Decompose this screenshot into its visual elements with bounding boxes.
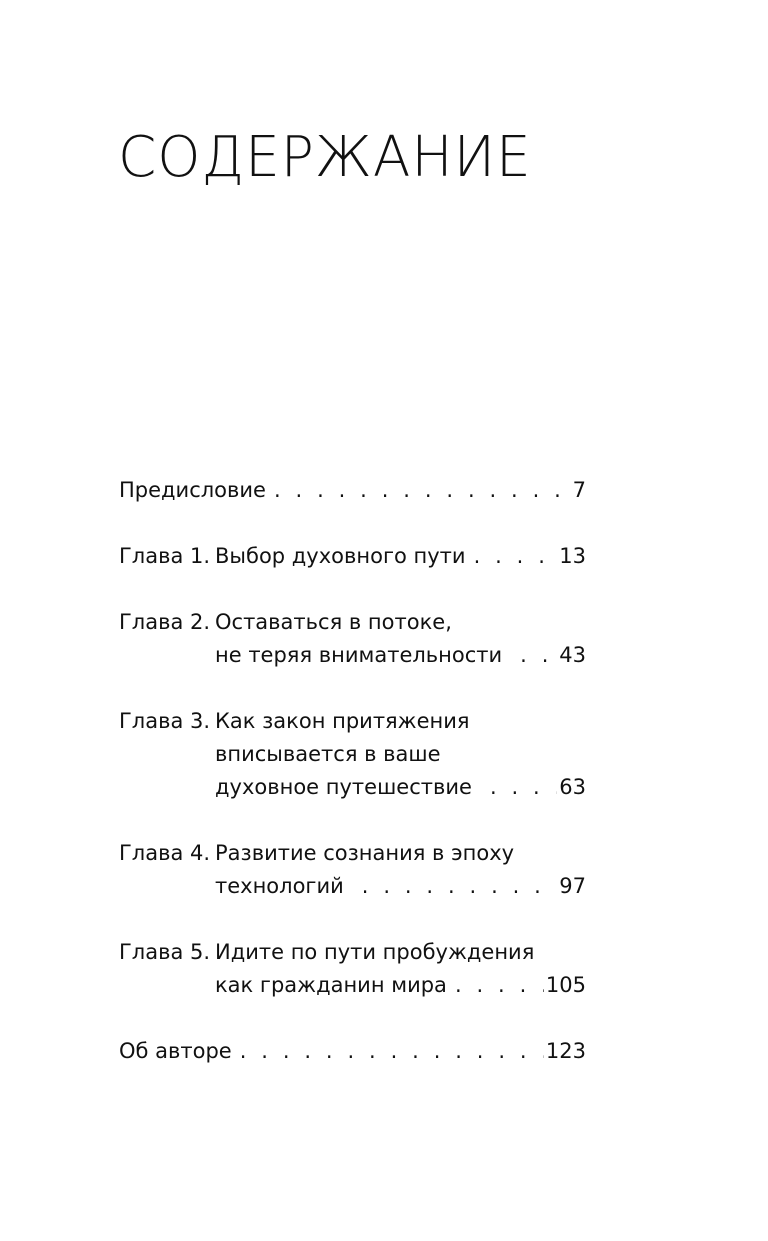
toc-page-number: 97 — [559, 874, 586, 898]
dot-leader — [362, 870, 558, 903]
toc-entry-title: Выбор духовного пути — [215, 544, 466, 568]
toc-entry-chapter-1[interactable] — [119, 540, 586, 573]
toc-entry-title-continued: вписывается в ваше — [215, 742, 441, 766]
toc-line — [119, 771, 586, 804]
toc-entry-title: Об авторе — [119, 1039, 232, 1063]
toc-entry-chapter-4[interactable] — [119, 837, 586, 903]
toc-entry-title-continued: духовное путешествие — [215, 775, 472, 799]
toc-line — [119, 738, 586, 771]
toc-line — [119, 705, 586, 738]
toc-line — [119, 540, 586, 573]
dot-leader — [240, 1035, 544, 1068]
toc-entry-title-continued: как гражданин мира — [215, 973, 447, 997]
toc-entry-title-continued: не теряя внимательности — [215, 643, 503, 667]
toc-line — [119, 969, 586, 1002]
toc-entry-title-continued: технологий — [215, 874, 344, 898]
toc-line — [119, 870, 586, 903]
toc-line — [119, 837, 586, 870]
toc-line — [119, 474, 586, 507]
toc-page-number: 43 — [559, 643, 586, 667]
toc-line — [119, 639, 586, 672]
toc-entry-chapter-2[interactable] — [119, 606, 586, 672]
toc-chapter-label: Глава 4. — [119, 841, 211, 865]
toc-entry-title: Предисловие — [119, 478, 266, 502]
toc-entry-about-author[interactable] — [119, 1035, 586, 1068]
toc-line — [119, 606, 586, 639]
toc-entry-chapter-5[interactable] — [119, 936, 586, 1002]
toc-entry-title: Оставаться в потоке, — [215, 610, 452, 634]
toc-line — [119, 1035, 586, 1068]
dot-leader — [474, 540, 558, 573]
toc-entry-title: Как закон притяжения — [215, 709, 470, 733]
dot-leader — [274, 474, 571, 507]
toc-entry-title: Идите по пути пробуждения — [215, 940, 535, 964]
dot-leader — [490, 771, 557, 804]
toc-entry-preface[interactable] — [119, 474, 586, 507]
toc-chapter-label: Глава 1. — [119, 544, 211, 568]
toc-page-number: 105 — [545, 973, 586, 997]
page-title: СОДЕРЖАНИЕ — [118, 125, 532, 190]
toc-entry-chapter-3[interactable] — [119, 705, 586, 804]
dot-leader — [455, 969, 544, 1002]
dot-leader — [520, 639, 557, 672]
table-of-contents — [119, 474, 586, 1101]
toc-line — [119, 936, 586, 969]
toc-page-number: 63 — [559, 775, 586, 799]
toc-page-number: 7 — [572, 478, 586, 502]
toc-page-number: 13 — [559, 544, 586, 568]
toc-chapter-label: Глава 2. — [119, 610, 211, 634]
toc-entry-title: Развитие сознания в эпоху — [215, 841, 515, 865]
toc-chapter-label: Глава 5. — [119, 940, 211, 964]
toc-page-number: 123 — [545, 1039, 586, 1063]
toc-chapter-label: Глава 3. — [119, 709, 211, 733]
